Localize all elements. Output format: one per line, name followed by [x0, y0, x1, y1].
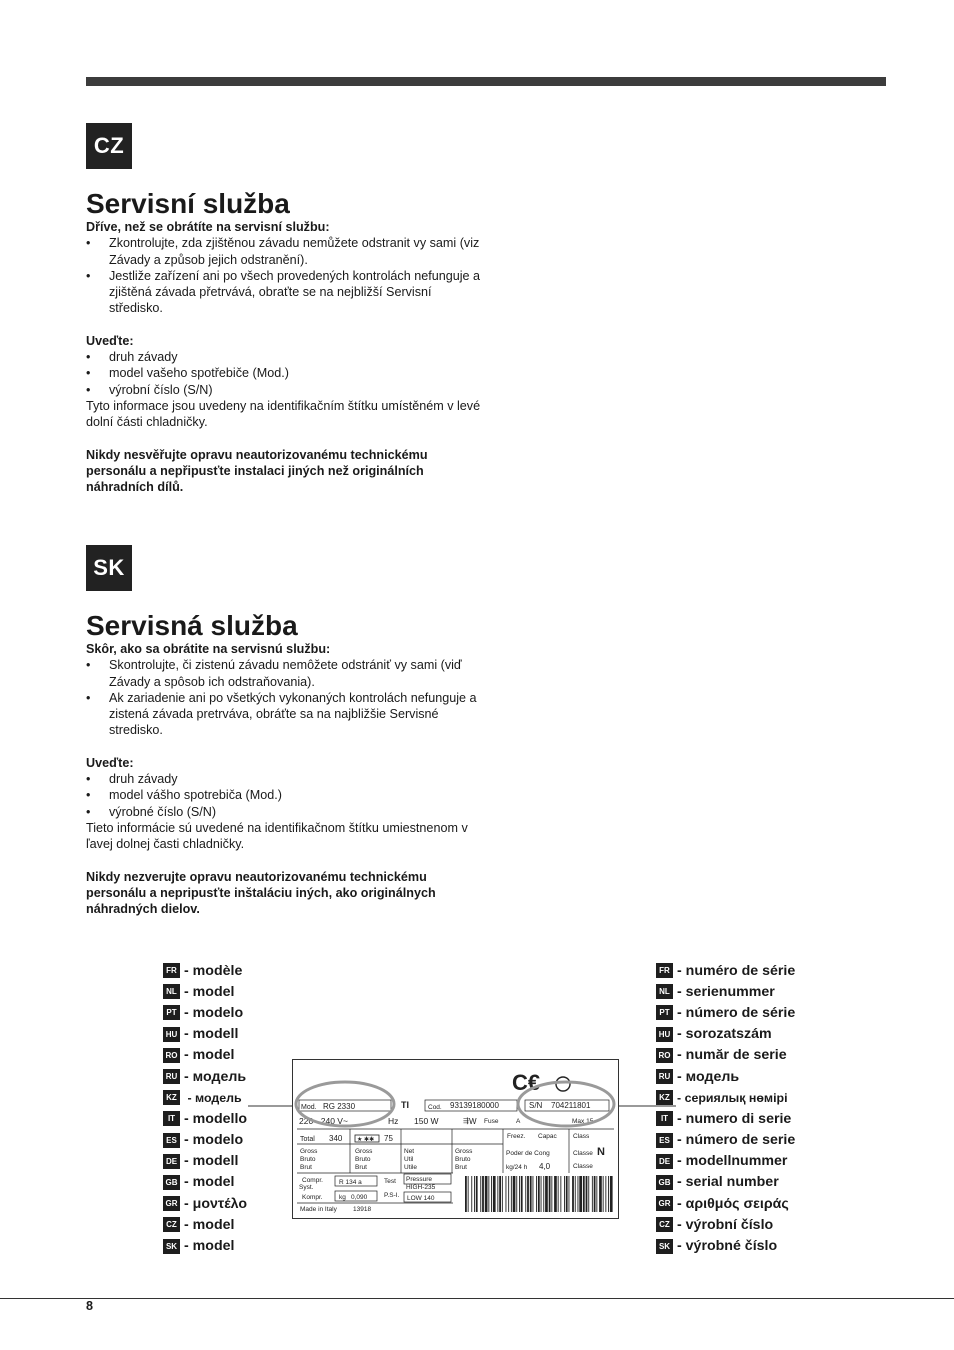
cod-label: Cod. — [428, 1104, 442, 1111]
hz: Hz — [388, 1116, 399, 1126]
class-label: Class — [573, 1133, 590, 1140]
high: HIGH-235 — [406, 1184, 436, 1191]
cod-value: 93139180000 — [450, 1101, 499, 1110]
flag-sk: SK — [656, 1239, 673, 1254]
legend-text: - modell — [184, 1153, 239, 1170]
legend-text: - modelo — [184, 1004, 244, 1021]
cz-intro: Dříve, než se obrátíte na servisní službu: — [86, 220, 330, 234]
total-value: 340 — [329, 1134, 343, 1143]
voltage: 220 - 240 V~ — [299, 1116, 348, 1126]
flag-gb: GB — [656, 1175, 673, 1190]
legend-text: - модель — [184, 1068, 247, 1085]
flag-ru: RU — [656, 1069, 673, 1084]
kg-label: kg — [339, 1194, 346, 1201]
legend-text: - model — [184, 1174, 235, 1191]
svg-text:Util: Util — [404, 1156, 414, 1163]
flag-cz: CZ — [163, 1217, 180, 1232]
legend-text: - model — [184, 1047, 235, 1064]
legend-text: - número de série — [677, 1004, 796, 1021]
max: Max 15 — [572, 1118, 594, 1125]
flag-sk: SK — [163, 1239, 180, 1254]
legend-text: - número de serie — [677, 1132, 796, 1149]
page-number: 8 — [86, 1299, 94, 1313]
flag-pt: PT — [656, 1005, 673, 1020]
legend-text: - model — [184, 1238, 235, 1255]
flag-cz: CZ — [656, 1217, 673, 1232]
flag-fr: FR — [656, 963, 673, 978]
cz-state-heading: Uveďte: — [86, 333, 134, 348]
sk-warning: Nikdy nezverujte opravu neautorizovanému technickému personálu a nepripusťte inštaláciu iných, ako originálnych náhradných dielov. — [86, 869, 436, 917]
classe: Classe — [573, 1150, 593, 1157]
r134: R 134 a — [339, 1179, 362, 1186]
legend-text: - výrobní číslo — [677, 1216, 774, 1233]
flag-de: DE — [163, 1154, 180, 1169]
footer-rule — [0, 1298, 954, 1299]
legend-text: - modello — [184, 1110, 248, 1127]
w-label: W — [469, 1117, 477, 1126]
legend-text: - numéro de série — [677, 962, 796, 979]
cz-info: Tyto informace jsou uvedeny na identifikačním štítku umístěném v levé dolní části chladničky. — [86, 398, 481, 430]
svg-text:Brut: Brut — [355, 1164, 367, 1171]
low: LOW 140 — [407, 1195, 435, 1202]
legend-text: - număr de serie — [677, 1047, 787, 1064]
a-label: A — [516, 1118, 521, 1125]
flag-es: ES — [163, 1133, 180, 1148]
flag-nl: NL — [656, 984, 673, 999]
svg-text:★ ✱✱: ★ ✱✱ — [357, 1137, 375, 1143]
legend-text: - model — [184, 983, 235, 1000]
flag-kz: KZ — [656, 1090, 673, 1105]
svg-text:Brut: Brut — [300, 1164, 312, 1171]
flag-ro: RO — [656, 1048, 673, 1063]
svg-text:Syst.: Syst. — [299, 1184, 314, 1191]
svg-text:Bruto: Bruto — [455, 1156, 471, 1163]
sk-state-2: • model vášho spotrebiča (Mod.) — [86, 787, 486, 803]
watt: 150 W — [414, 1116, 439, 1126]
legend-text: - numero di serie — [677, 1110, 792, 1127]
flag-es: ES — [656, 1133, 673, 1148]
barcode-icon — [465, 1176, 613, 1212]
rating-plate — [292, 1059, 619, 1219]
made-code: 13918 — [353, 1206, 372, 1213]
legend-text: - модель — [184, 1090, 242, 1105]
sk-state-1: • druh závady — [86, 771, 486, 787]
sk-language-badge: SK — [86, 545, 132, 591]
cz-language-badge: CZ — [86, 123, 132, 169]
sk-check-1: • Skontrolujte, či zistenú závadu nemôžete odstrániť vy sami (viď Závady a spôsob ich odstraňovania). — [86, 657, 486, 690]
legend-text: - modelo — [184, 1132, 244, 1149]
total-label: Total — [300, 1136, 315, 1143]
flag-hu: HU — [656, 1027, 673, 1042]
pressure: Pressure — [406, 1176, 433, 1183]
cz-check-1: • Zkontrolujte, zda zjištěnou závadu nemůžete odstranit vy sami (viz Závady a způsob jejich odstranění). — [86, 235, 486, 268]
ti-label: TI — [401, 1100, 409, 1110]
sk-intro: Skôr, ako sa obrátite na servisnú službu: — [86, 642, 331, 656]
svg-text:Bruto: Bruto — [300, 1156, 316, 1163]
recycle-icon — [556, 1077, 570, 1091]
flag-gr: GR — [163, 1196, 180, 1211]
ce-mark-icon: C€ — [512, 1070, 541, 1095]
kg24-value: 4,0 — [539, 1162, 551, 1171]
flag-fr: FR — [163, 963, 180, 978]
gross1: Gross — [300, 1148, 318, 1155]
legend-text: - výrobné číslo — [677, 1238, 778, 1255]
poder: Poder de Cong — [506, 1150, 550, 1157]
cz-state-3: • výrobní číslo (S/N) — [86, 382, 486, 398]
v75: 75 — [384, 1134, 393, 1143]
flag-ru: RU — [163, 1069, 180, 1084]
legend-text: - model — [184, 1216, 235, 1233]
kg24: kg/24 h — [506, 1164, 528, 1171]
svg-text:Utile: Utile — [404, 1164, 418, 1171]
svg-text:Bruto: Bruto — [355, 1156, 371, 1163]
legend-text: - модель — [677, 1068, 740, 1085]
flag-kz: KZ — [163, 1090, 180, 1105]
net: Net — [404, 1148, 415, 1155]
legend-text: - modell — [184, 1026, 239, 1043]
flag-hu: HU — [163, 1027, 180, 1042]
classe2: Classe — [573, 1163, 593, 1170]
mod-value: RG 2330 — [323, 1102, 356, 1111]
flag-nl: NL — [163, 984, 180, 999]
legend-text: - modellnummer — [677, 1153, 788, 1170]
psi: P.S-I. — [384, 1192, 400, 1199]
flag-it: IT — [163, 1111, 180, 1126]
flag-ro: RO — [163, 1048, 180, 1063]
legend-text: - сериялық нөмірі — [677, 1090, 788, 1105]
sk-state-3: • výrobné číslo (S/N) — [86, 804, 486, 820]
cz-state-2: • model vašeho spotřebiče (Mod.) — [86, 365, 486, 381]
legend-text: - αριθμός σειράς — [677, 1195, 789, 1212]
svg-text:Brut: Brut — [455, 1164, 467, 1171]
legend-text: - serienummer — [677, 983, 775, 1000]
cz-state-1: • druh závady — [86, 349, 486, 365]
flag-it: IT — [656, 1111, 673, 1126]
compr: Compr. — [302, 1177, 323, 1184]
gross3: Gross — [455, 1148, 473, 1155]
made-in: Made in Italy — [300, 1206, 337, 1213]
legend-text: - modèle — [184, 962, 243, 979]
legend-text: - sorozatszám — [677, 1026, 772, 1043]
fuse: Fuse — [484, 1118, 499, 1125]
cz-warning: Nikdy nesvěřujte opravu neautorizovanému technickému personálu a nepřipusťte instalaci jiných než originálních náhradních dílů. — [86, 447, 428, 495]
lamp-icon: ⇶ — [463, 1118, 469, 1125]
class-n: N — [597, 1146, 605, 1158]
sk-state-heading: Uveďte: — [86, 755, 134, 770]
sk-check-2: • Ak zariadenie ani po všetkých vykonaných kontrolách nefunguje a zistená závada pretrváva, obráťte sa na najbližšie Servisné stredisko. — [86, 690, 486, 739]
flag-gr: GR — [656, 1196, 673, 1211]
cz-check-2: • Jestliže zařízení ani po všech provedených kontrolách nefunguje a zjištěná závada přetrvává, obraťte se na nejbližší Servisní středisko. — [86, 268, 486, 317]
test: Test — [384, 1178, 396, 1185]
flag-de: DE — [656, 1154, 673, 1169]
freez: Freez. — [507, 1133, 526, 1140]
legend-text: - serial number — [677, 1174, 779, 1191]
sk-title: Servisná služba — [86, 610, 298, 641]
sn-value: 704211801 — [551, 1101, 591, 1110]
cz-title: Servisní služba — [86, 188, 290, 219]
gross2: Gross — [355, 1148, 373, 1155]
sk-info: Tieto informácie sú uvedené na identifikačnom štítku umiestnenom v ľavej dolnej časti chladničky. — [86, 820, 468, 852]
flag-gb: GB — [163, 1175, 180, 1190]
mod-label: Mod. — [301, 1104, 317, 1111]
sn-label: S/N — [529, 1101, 543, 1110]
legend-text: - μοντέλο — [184, 1195, 248, 1212]
flag-pt: PT — [163, 1005, 180, 1020]
kg-value: 0,090 — [351, 1194, 368, 1201]
kompr: Kompr. — [302, 1194, 323, 1201]
capac: Capac — [538, 1133, 557, 1140]
